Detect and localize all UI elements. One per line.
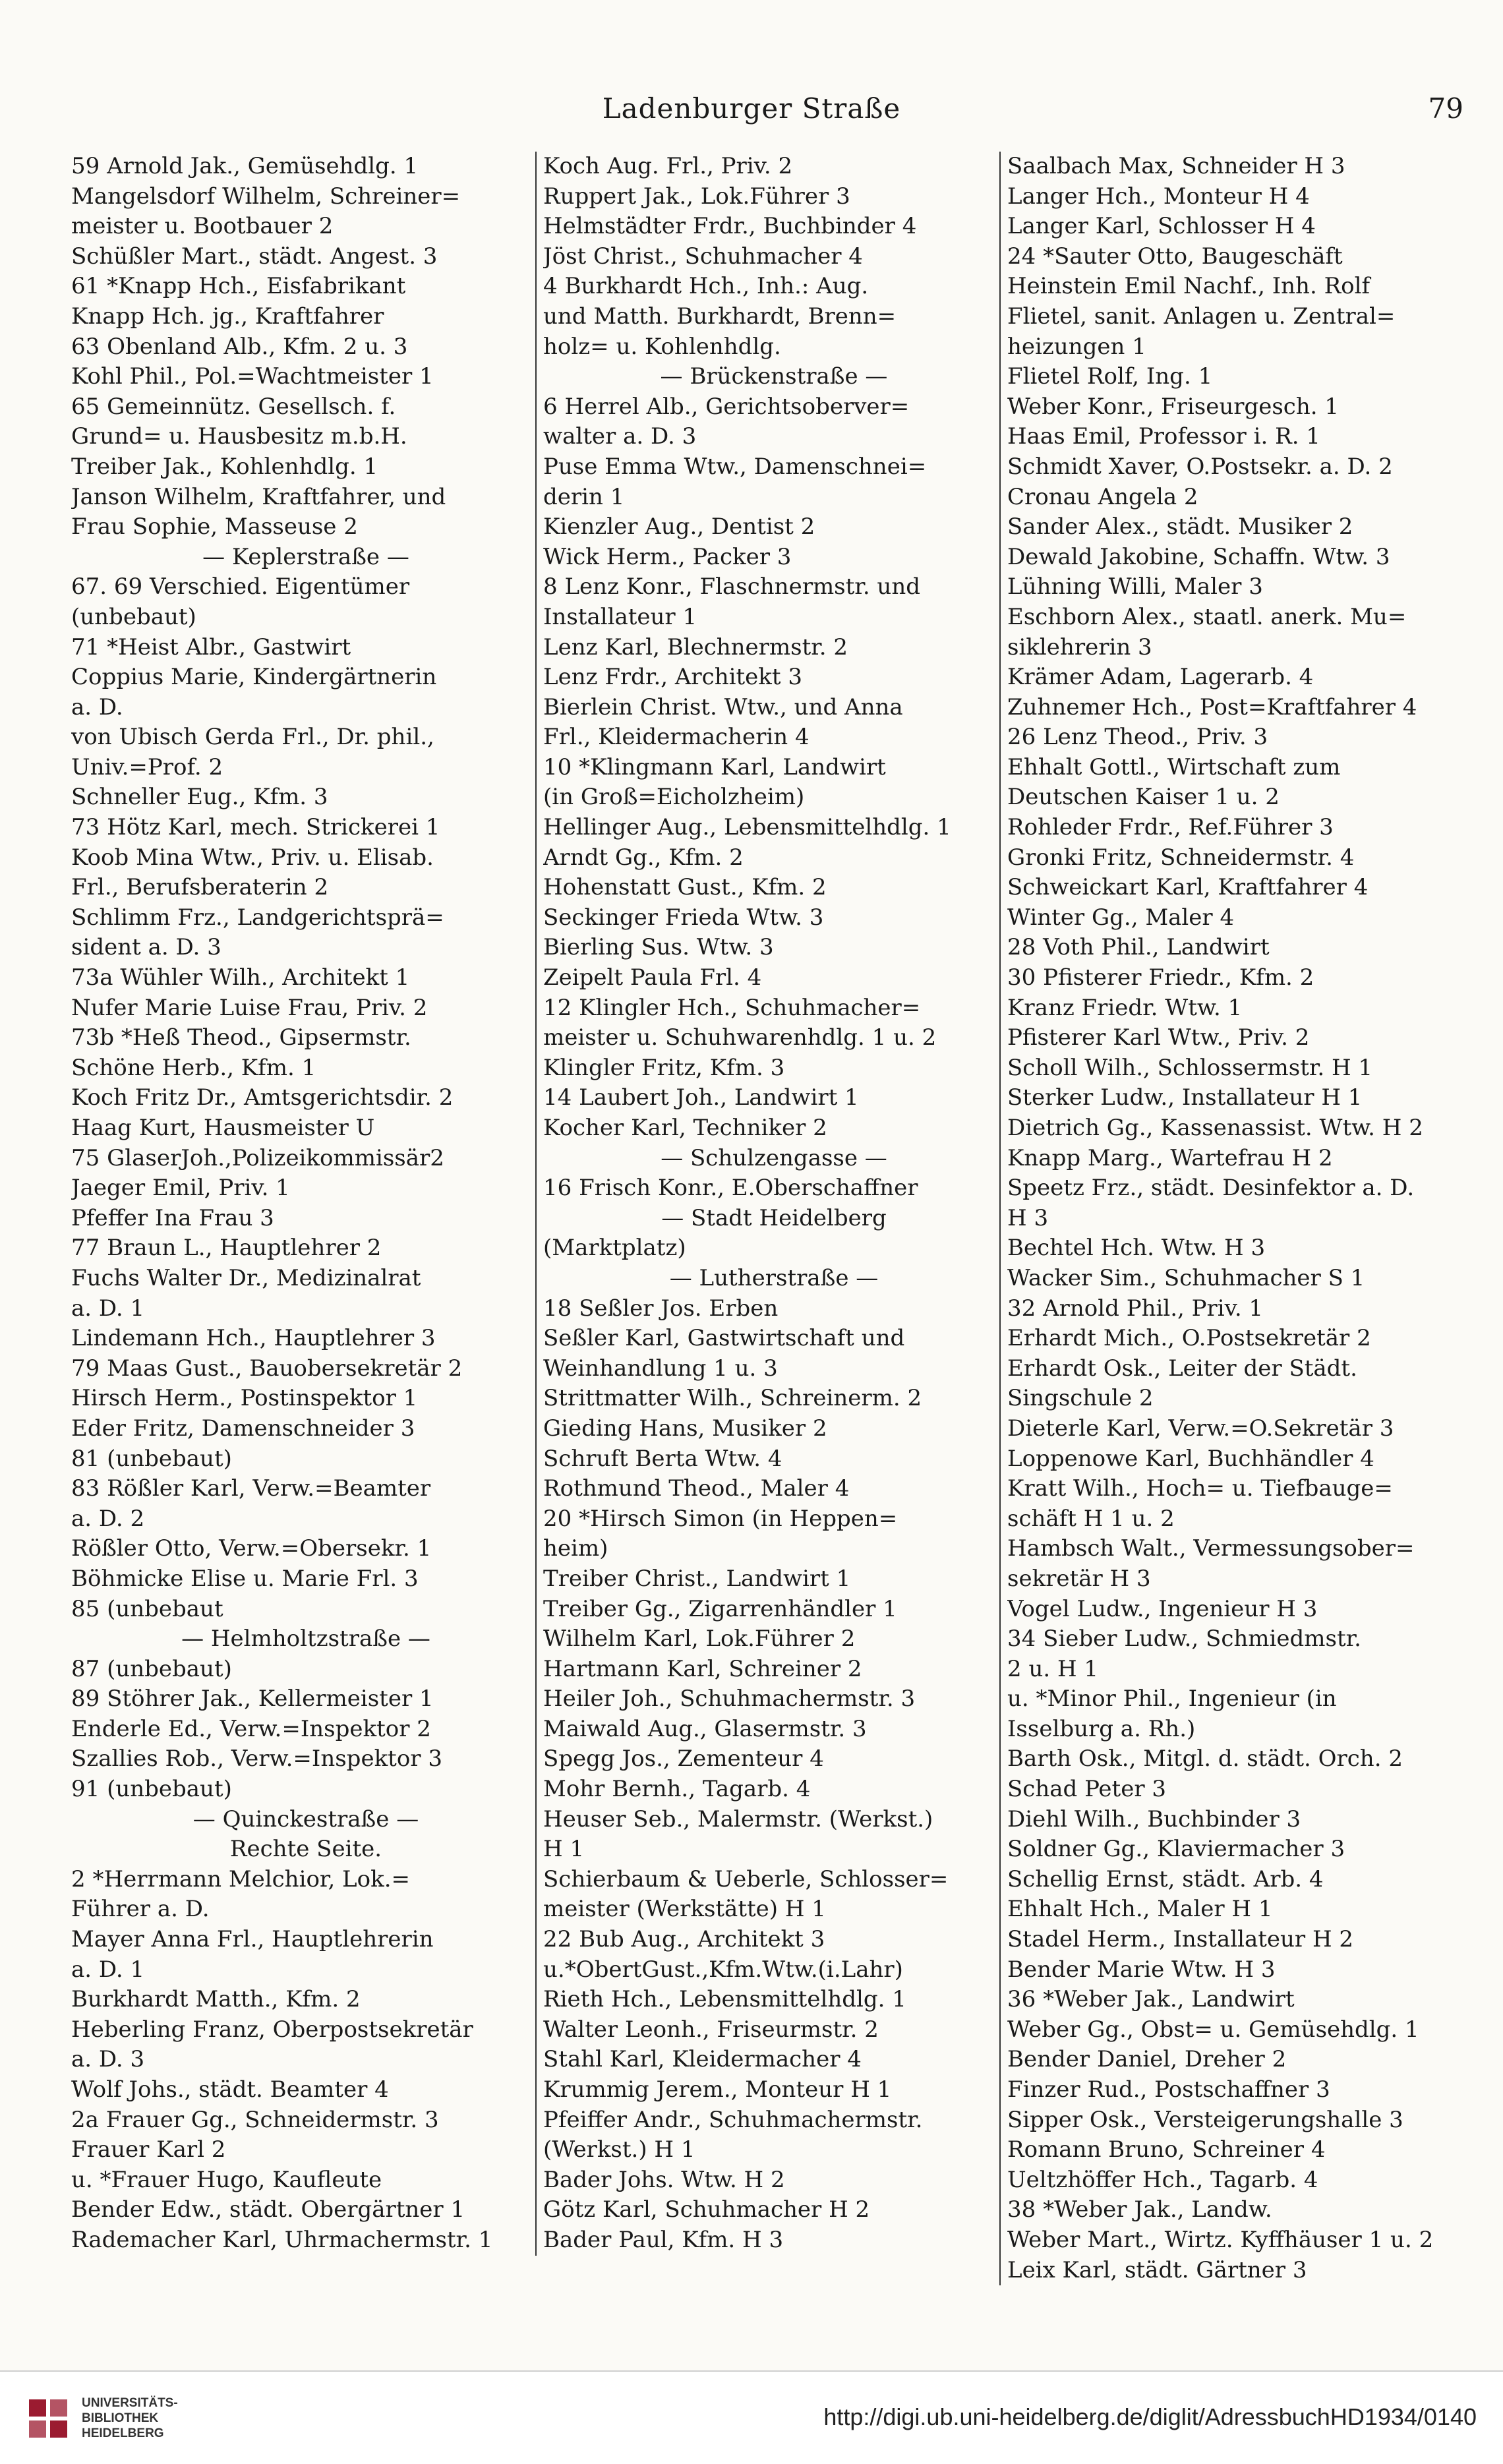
directory-entry-line: Schellig Ernst, städt. Arb. 4 [1007, 1865, 1324, 1892]
directory-entry-line: sekretär H 3 [1007, 1565, 1151, 1592]
directory-entry-line: (Werkst.) H 1 [543, 2136, 695, 2163]
directory-entry-line: Langer Hch., Monteur H 4 [1007, 183, 1310, 210]
directory-entry-line: Haag Kurt, Hausmeister U [71, 1115, 375, 1141]
directory-entry-line: a. D. 1 [71, 1956, 145, 1983]
directory-entry-line: Rohleder Frdr., Ref.Führer 3 [1007, 814, 1334, 841]
directory-entry-line: Wacker Sim., Schuhmacher S 1 [1007, 1264, 1365, 1291]
directory-entry-line: Führer a. D. [71, 1896, 210, 1923]
directory-entry-line: — Lutherstraße — [669, 1264, 879, 1291]
directory-entry-line: Lenz Frdr., Architekt 3 [543, 664, 802, 691]
directory-entry-line: Knapp Hch. jg., Kraftfahrer [71, 303, 384, 330]
directory-entry-line: Spegg Jos., Zementeur 4 [543, 1745, 824, 1773]
directory-entry-line: Gieding Hans, Musiker 2 [543, 1415, 827, 1442]
directory-entry-line: und Matth. Burkhardt, Brenn= [543, 303, 897, 330]
directory-entry-line: Hartmann Karl, Schreiner 2 [543, 1655, 862, 1682]
directory-entry-line: Frau Sophie, Masseuse 2 [71, 513, 358, 541]
directory-entry-line: walter a. D. 3 [543, 423, 697, 450]
directory-entry-line: 36 *Weber Jak., Landwirt [1007, 1986, 1295, 2013]
directory-entry-line: Weber Gg., Obst= u. Gemüsehdlg. 1 [1007, 2016, 1419, 2043]
directory-entry-line: Pfisterer Karl Wtw., Priv. 2 [1007, 1024, 1310, 1051]
directory-entry-line: Frl., Kleidermacherin 4 [543, 724, 810, 751]
library-logo-text: UNIVERSITÄTS- BIBLIOTHEK HEIDELBERG [82, 2396, 178, 2440]
directory-entry-line: Rothmund Theod., Maler 4 [543, 1475, 850, 1502]
directory-entry-line: — Brückenstraße — [660, 363, 888, 390]
directory-entry-line: Deutschen Kaiser 1 u. 2 [1007, 784, 1280, 811]
directory-entry-line: u. *Minor Phil., Ingenieur (in [1007, 1686, 1337, 1713]
directory-entry-line: Schüßler Mart., städt. Angest. 3 [71, 243, 438, 270]
directory-entry-line: a. D. 3 [71, 2046, 145, 2073]
directory-entry-line: Lenz Karl, Blechnermstr. 2 [543, 633, 848, 660]
directory-entry-line: Bender Marie Wtw. H 3 [1007, 1956, 1276, 1983]
directory-entry-line: Eder Fritz, Damenschneider 3 [71, 1415, 415, 1442]
directory-entry-line: Kohl Phil., Pol.=Wachtmeister 1 [71, 363, 434, 390]
directory-entry-line: Isselburg a. Rh.) [1007, 1715, 1196, 1742]
directory-entry-line: Puse Emma Wtw., Damenschnei= [543, 453, 927, 480]
directory-entry-line: 85 (unbebaut [71, 1595, 223, 1622]
directory-entry-line: 73b *Heß Theod., Gipsermstr. [71, 1024, 411, 1051]
viewer-footer [0, 2370, 1503, 2464]
directory-entry-line: Erhardt Mich., O.Postsekretär 2 [1007, 1325, 1371, 1352]
directory-entry-line: Installateur 1 [543, 603, 697, 630]
directory-entry-line: Walter Leonh., Friseurmstr. 2 [543, 2016, 879, 2043]
directory-entry-line: Langer Karl, Schlosser H 4 [1007, 213, 1316, 240]
directory-column-middle [535, 152, 1005, 2256]
directory-entry-line: — Helmholtzstraße — [181, 1626, 430, 1653]
directory-entry-line: Vogel Ludw., Ingenieur H 3 [1007, 1595, 1318, 1622]
directory-entry-line: (Marktplatz) [543, 1235, 686, 1262]
directory-entry-line: H 1 [543, 1836, 585, 1863]
directory-entry-line: a. D. [71, 693, 123, 720]
directory-entry-line: 75 GlaserJoh.,Polizeikommissär2 [71, 1144, 444, 1171]
directory-entry-line: Götz Karl, Schuhmacher H 2 [543, 2196, 870, 2223]
directory-entry-line: 18 Seßler Jos. Erben [543, 1295, 779, 1322]
directory-entry-line: Frl., Berufsberaterin 2 [71, 874, 329, 901]
directory-entry-line: 71 *Heist Albr., Gastwirt [71, 633, 351, 660]
directory-entry-line: Heberling Franz, Oberpostsekretär [71, 2016, 473, 2043]
directory-entry-line: Böhmicke Elise u. Marie Frl. 3 [71, 1565, 419, 1592]
directory-entry-line: Koob Mina Wtw., Priv. u. Elisab. [71, 844, 434, 871]
directory-entry-line: 26 Lenz Theod., Priv. 3 [1007, 724, 1268, 751]
directory-entry-line: Ehhalt Gottl., Wirtschaft zum [1007, 753, 1341, 780]
directory-entry-line: Jöst Christ., Schuhmacher 4 [543, 243, 863, 270]
directory-entry-line: meister (Werkstätte) H 1 [543, 1896, 826, 1923]
directory-entry-line: Arndt Gg., Kfm. 2 [543, 844, 744, 871]
directory-entry-line: 61 *Knapp Hch., Eisfabrikant [71, 273, 406, 300]
directory-entry-line: Heinstein Emil Nachf., Inh. Rolf [1007, 273, 1370, 300]
directory-entry-line: Treiber Christ., Landwirt 1 [543, 1565, 851, 1592]
directory-entry-line: Haas Emil, Professor i. R. 1 [1007, 423, 1320, 450]
directory-entry-line: Gronki Fritz, Schneidermstr. 4 [1007, 844, 1355, 871]
page-header-street: Ladenburger Straße [602, 92, 901, 125]
directory-entry-line: 63 Obenland Alb., Kfm. 2 u. 3 [71, 333, 408, 360]
directory-entry-line: Kranz Friedr. Wtw. 1 [1007, 994, 1243, 1021]
directory-entry-line: 79 Maas Gust., Bauobersekretär 2 [71, 1355, 463, 1382]
directory-entry-line: u. *Frauer Hugo, Kaufleute [71, 2166, 382, 2193]
directory-entry-line: Bender Edw., städt. Obergärtner 1 [71, 2196, 465, 2223]
directory-entry-line: Hambsch Walt., Vermessungsober= [1007, 1535, 1415, 1562]
directory-entry-line: Grund= u. Hausbesitz m.b.H. [71, 423, 407, 450]
directory-entry-line: Szallies Rob., Verw.=Inspektor 3 [71, 1745, 442, 1773]
directory-entry-line: 73 Hötz Karl, mech. Strickerei 1 [71, 814, 440, 841]
directory-entry-line: Kocher Karl, Techniker 2 [543, 1115, 827, 1141]
directory-entry-line: Rieth Hch., Lebensmittelhdlg. 1 [543, 1986, 906, 2013]
directory-entry-line: 30 Pfisterer Friedr., Kfm. 2 [1007, 964, 1314, 991]
directory-entry-line: Rademacher Karl, Uhrmachermstr. 1 [71, 2226, 493, 2253]
directory-entry-line: Kratt Wilh., Hoch= u. Tiefbauge= [1007, 1475, 1393, 1502]
directory-entry-line: a. D. 2 [71, 1505, 145, 1532]
directory-entry-line: Heuser Seb., Malermstr. (Werkst.) [543, 1805, 933, 1833]
directory-entry-line: H 3 [1007, 1204, 1049, 1231]
directory-entry-line: Krummig Jerem., Monteur H 1 [543, 2076, 892, 2103]
directory-entry-line: Bierlein Christ. Wtw., und Anna [543, 693, 903, 720]
directory-entry-line: 89 Stöhrer Jak., Kellermeister 1 [71, 1686, 434, 1713]
directory-entry-line: 91 (unbebaut) [71, 1776, 232, 1803]
directory-column-left [71, 152, 541, 2256]
directory-entry-line: Schruft Berta Wtw. 4 [543, 1445, 782, 1472]
directory-entry-line: 8 Lenz Konr., Flaschnermstr. und [543, 573, 920, 601]
directory-entry-line: Mayer Anna Frl., Hauptlehrerin [71, 1926, 434, 1953]
directory-entry-line: Seßler Karl, Gastwirtschaft und [543, 1325, 905, 1352]
directory-entry-line: Dietrich Gg., Kassenassist. Wtw. H 2 [1007, 1115, 1423, 1141]
directory-entry-line: 24 *Sauter Otto, Baugeschäft [1007, 243, 1343, 270]
directory-entry-line: 12 Klingler Hch., Schuhmacher= [543, 994, 921, 1021]
directory-entry-line: 2 u. H 1 [1007, 1655, 1099, 1682]
directory-entry-line: Wolf Johs., städt. Beamter 4 [71, 2076, 389, 2103]
directory-entry-line: Barth Osk., Mitgl. d. städt. Orch. 2 [1007, 1745, 1403, 1773]
directory-entry-line: Stahl Karl, Kleidermacher 4 [543, 2046, 862, 2073]
directory-entry-line: Leix Karl, städt. Gärtner 3 [1007, 2256, 1307, 2283]
directory-entry-line: holz= u. Kohlenhdlg. [543, 333, 781, 360]
directory-entry-line: u.*ObertGust.,Kfm.Wtw.(i.Lahr) [543, 1956, 903, 1983]
directory-entry-line: 87 (unbebaut) [71, 1655, 232, 1682]
directory-entry-line: — Schulzengasse — [661, 1144, 887, 1171]
directory-entry-line: Mangelsdorf Wilhelm, Schreiner= [71, 183, 461, 210]
directory-entry-line: Wick Herm., Packer 3 [543, 543, 792, 570]
directory-entry-line: Schöne Herb., Kfm. 1 [71, 1054, 316, 1081]
directory-entry-line: Erhardt Osk., Leiter der Städt. [1007, 1355, 1357, 1382]
directory-entry-line: — Keplerstraße — [202, 543, 409, 570]
directory-entry-line: Mohr Bernh., Tagarb. 4 [543, 1776, 811, 1803]
directory-entry-line: 34 Sieber Ludw., Schmiedmstr. [1007, 1626, 1361, 1653]
directory-entry-line: 83 Rößler Karl, Verw.=Beamter [71, 1475, 431, 1502]
directory-entry-line: schäft H 1 u. 2 [1007, 1505, 1175, 1532]
directory-entry-line: Cronau Angela 2 [1007, 483, 1198, 510]
directory-entry-line: Hohenstatt Gust., Kfm. 2 [543, 874, 827, 901]
directory-entry-line: Dieterle Karl, Verw.=O.Sekretär 3 [1007, 1415, 1394, 1442]
directory-entry-line: Eschborn Alex., staatl. anerk. Mu= [1007, 603, 1407, 630]
directory-entry-line: 16 Frisch Konr., E.Oberschaffner [543, 1175, 918, 1202]
directory-entry-line: Treiber Gg., Zigarrenhändler 1 [543, 1595, 897, 1622]
directory-entry-line: derin 1 [543, 483, 625, 510]
directory-entry-line: — Stadt Heidelberg [661, 1204, 887, 1231]
directory-entry-line: 14 Laubert Joh., Landwirt 1 [543, 1084, 859, 1111]
directory-entry-line: heim) [543, 1535, 608, 1562]
directory-entry-line: Schierbaum & Ueberle, Schlosser= [543, 1865, 949, 1892]
directory-entry-line: Enderle Ed., Verw.=Inspektor 2 [71, 1715, 431, 1742]
directory-entry-line: Ehhalt Hch., Maler H 1 [1007, 1896, 1273, 1923]
directory-entry-line: siklehrerin 3 [1007, 633, 1152, 660]
directory-entry-line: Lühning Willi, Maler 3 [1007, 573, 1263, 601]
directory-entry-line: 73a Wühler Wilh., Architekt 1 [71, 964, 410, 991]
directory-entry-line: Jaeger Emil, Priv. 1 [71, 1175, 290, 1202]
directory-entry-line: Weber Mart., Wirtz. Kyffhäuser 1 u. 2 [1007, 2226, 1434, 2253]
directory-entry-line: Strittmatter Wilh., Schreinerm. 2 [543, 1385, 922, 1412]
page-number: 79 [1428, 92, 1463, 125]
directory-entry-line: Helmstädter Frdr., Buchbinder 4 [543, 213, 917, 240]
directory-entry-line: 6 Herrel Alb., Gerichtsoberver= [543, 393, 910, 420]
directory-column-right [999, 152, 1469, 2285]
directory-entry-line: Weber Konr., Friseurgesch. 1 [1007, 393, 1339, 420]
directory-entry-line: 28 Voth Phil., Landwirt [1007, 934, 1270, 961]
directory-entry-line: Janson Wilhelm, Kraftfahrer, und [71, 483, 446, 510]
directory-entry-line: Flietel Rolf, Ing. 1 [1007, 363, 1213, 390]
directory-entry-line: Winter Gg., Maler 4 [1007, 904, 1235, 931]
directory-entry-line: Pfeffer Ina Frau 3 [71, 1204, 274, 1231]
directory-entry-line: Scholl Wilh., Schlossermstr. H 1 [1007, 1054, 1373, 1081]
directory-entry-line: Rößler Otto, Verw.=Obersekr. 1 [71, 1535, 432, 1562]
directory-entry-line: sident a. D. 3 [71, 934, 221, 961]
directory-entry-line: Soldner Gg., Klaviermacher 3 [1007, 1836, 1345, 1863]
directory-entry-line: Bender Daniel, Dreher 2 [1007, 2046, 1287, 2073]
directory-entry-line: Kienzler Aug., Dentist 2 [543, 513, 815, 541]
directory-entry-line: — Quinckestraße — [192, 1805, 419, 1833]
directory-entry-line: Saalbach Max, Schneider H 3 [1007, 153, 1345, 179]
directory-entry-line: Lindemann Hch., Hauptlehrer 3 [71, 1325, 436, 1352]
directory-entry-line: (in Groß=Eicholzheim) [543, 784, 805, 811]
directory-entry-line: Sipper Osk., Versteigerungshalle 3 [1007, 2106, 1403, 2133]
university-library-logo-icon [29, 2399, 67, 2438]
directory-entry-line: Schmidt Xaver, O.Postsekr. a. D. 2 [1007, 453, 1393, 480]
directory-entry-line: Flietel, sanit. Anlagen u. Zentral= [1007, 303, 1396, 330]
source-url-link[interactable]: http://digi.ub.uni-heidelberg.de/diglit/AdressbuchHD1934/0140 [823, 2403, 1477, 2430]
directory-entry-line: 65 Gemeinnütz. Gesellsch. f. [71, 393, 396, 420]
directory-entry-line: Zeipelt Paula Frl. 4 [543, 964, 762, 991]
directory-entry-line: Wilhelm Karl, Lok.Führer 2 [543, 1626, 856, 1653]
directory-entry-line: Koch Fritz Dr., Amtsgerichtsdir. 2 [71, 1084, 454, 1111]
directory-entry-line: Maiwald Aug., Glasermstr. 3 [543, 1715, 867, 1742]
directory-entry-line: 22 Bub Aug., Architekt 3 [543, 1926, 825, 1953]
directory-entry-line: Bierling Sus. Wtw. 3 [543, 934, 774, 961]
directory-entry-line: Rechte Seite. [229, 1836, 382, 1863]
directory-entry-line: Speetz Frz., städt. Desinfektor a. D. [1007, 1175, 1415, 1202]
directory-entry-line: von Ubisch Gerda Frl., Dr. phil., [71, 724, 434, 751]
directory-entry-line: Fuchs Walter Dr., Medizinalrat [71, 1264, 421, 1291]
directory-entry-line: Knapp Marg., Wartefrau H 2 [1007, 1144, 1333, 1171]
directory-entry-line: 20 *Hirsch Simon (in Heppen= [543, 1505, 898, 1532]
directory-entry-line: Schneller Eug., Kfm. 3 [71, 784, 328, 811]
directory-entry-line: Schweickart Karl, Kraftfahrer 4 [1007, 874, 1369, 901]
directory-entry-line: Koch Aug. Frl., Priv. 2 [543, 153, 793, 179]
directory-entry-line: Singschule 2 [1007, 1385, 1154, 1412]
directory-entry-line: Bader Johs. Wtw. H 2 [543, 2166, 785, 2193]
directory-entry-line: Treiber Jak., Kohlenhdlg. 1 [71, 453, 378, 480]
directory-entry-line: 10 *Klingmann Karl, Landwirt [543, 753, 886, 780]
directory-entry-line: Heiler Joh., Schuhmachermstr. 3 [543, 1686, 916, 1713]
directory-entry-line: Frauer Karl 2 [71, 2136, 226, 2163]
directory-entry-line: Seckinger Frieda Wtw. 3 [543, 904, 824, 931]
directory-entry-line: Pfeiffer Andr., Schuhmachermstr. [543, 2106, 923, 2133]
directory-entry-line: heizungen 1 [1007, 333, 1146, 360]
directory-entry-line: Hellinger Aug., Lebensmittelhdlg. 1 [543, 814, 951, 841]
directory-entry-line: Ueltzhöffer Hch., Tagarb. 4 [1007, 2166, 1318, 2193]
directory-entry-line: 2a Frauer Gg., Schneidermstr. 3 [71, 2106, 439, 2133]
directory-entry-line: 38 *Weber Jak., Landw. [1007, 2196, 1272, 2223]
directory-entry-line: Stadel Herm., Installateur H 2 [1007, 1926, 1354, 1953]
directory-entry-line: Ruppert Jak., Lok.Führer 3 [543, 183, 850, 210]
directory-entry-line: Sander Alex., städt. Musiker 2 [1007, 513, 1353, 541]
directory-entry-line: 67. 69 Verschied. Eigentümer [71, 573, 410, 601]
directory-entry-line: 81 (unbebaut) [71, 1445, 232, 1472]
directory-entry-line: 4 Burkhardt Hch., Inh.: Aug. [543, 273, 869, 300]
directory-entry-line: Sterker Ludw., Installateur H 1 [1007, 1084, 1363, 1111]
directory-entry-line: a. D. 1 [71, 1295, 145, 1322]
directory-entry-line: 77 Braun L., Hauptlehrer 2 [71, 1235, 382, 1262]
directory-entry-line: Romann Bruno, Schreiner 4 [1007, 2136, 1326, 2163]
directory-entry-line: Klingler Fritz, Kfm. 3 [543, 1054, 785, 1081]
directory-entry-line: meister u. Schuhwarenhdlg. 1 u. 2 [543, 1024, 937, 1051]
directory-entry-line: Bechtel Hch. Wtw. H 3 [1007, 1235, 1266, 1262]
directory-entry-line: Bader Paul, Kfm. H 3 [543, 2226, 784, 2253]
directory-entry-line: Coppius Marie, Kindergärtnerin [71, 664, 437, 691]
directory-entry-line: (unbebaut) [71, 603, 196, 630]
directory-entry-line: Loppenowe Karl, Buchhändler 4 [1007, 1445, 1374, 1472]
directory-entry-line: Finzer Rud., Postschaffner 3 [1007, 2076, 1330, 2103]
directory-entry-line: Dewald Jakobine, Schaffn. Wtw. 3 [1007, 543, 1390, 570]
directory-entry-line: 32 Arnold Phil., Priv. 1 [1007, 1295, 1264, 1322]
directory-entry-line: Schad Peter 3 [1007, 1776, 1167, 1803]
directory-entry-line: Burkhardt Matth., Kfm. 2 [71, 1986, 361, 2013]
directory-entry-line: Diehl Wilh., Buchbinder 3 [1007, 1805, 1301, 1833]
directory-entry-line: Nufer Marie Luise Frau, Priv. 2 [71, 994, 428, 1021]
directory-entry-line: 59 Arnold Jak., Gemüsehdlg. 1 [71, 153, 419, 179]
directory-entry-line: Zuhnemer Hch., Post=Kraftfahrer 4 [1007, 693, 1417, 720]
directory-entry-line: meister u. Bootbauer 2 [71, 213, 334, 240]
directory-entry-line: Hirsch Herm., Postinspektor 1 [71, 1385, 418, 1412]
directory-entry-line: Weinhandlung 1 u. 3 [543, 1355, 778, 1382]
directory-entry-line: Schlimm Frz., Landgerichtsprä= [71, 904, 444, 931]
directory-entry-line: Krämer Adam, Lagerarb. 4 [1007, 664, 1314, 691]
directory-entry-line: 2 *Herrmann Melchior, Lok.= [71, 1865, 411, 1892]
directory-entry-line: Univ.=Prof. 2 [71, 753, 223, 780]
